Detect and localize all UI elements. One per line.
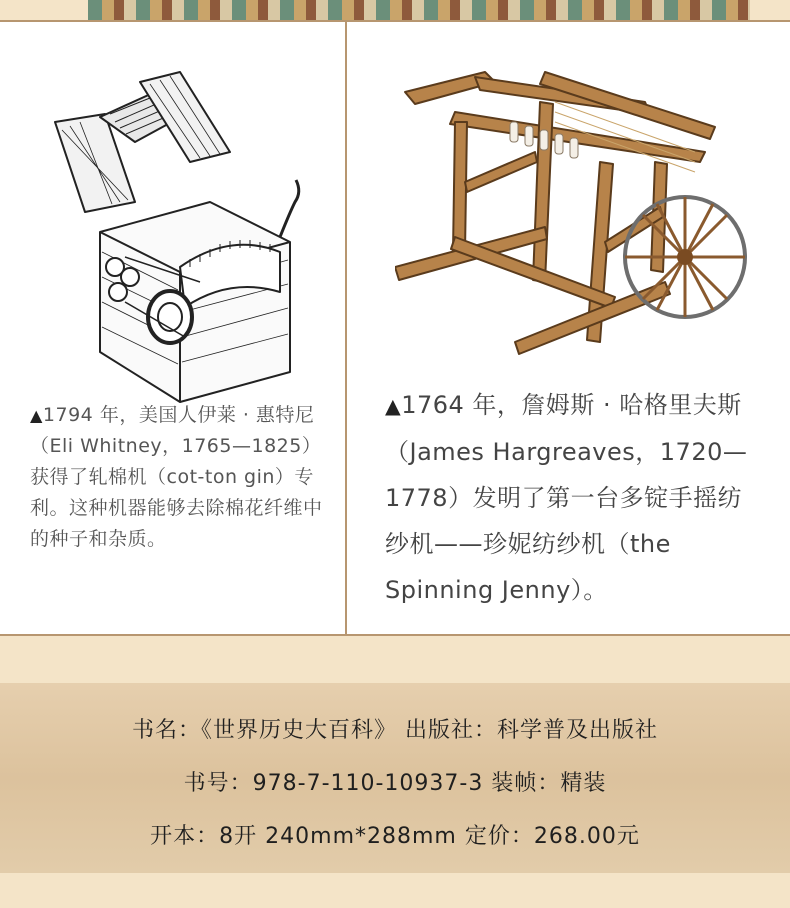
book-format-price: 开本：8开 240mm*288mm 定价：268.00元: [150, 824, 640, 849]
cotton-gin-illustration: [40, 52, 320, 412]
book-isbn-binding: 书号：978-7-110-10937-3 装帧：精装: [183, 771, 607, 796]
spinning-jenny-illustration: [395, 42, 755, 382]
cotton-gin-caption: [30, 400, 330, 555]
panel-divider: [345, 22, 347, 634]
book-info-band: [0, 683, 790, 873]
triangle-marker-icon: ▲: [385, 394, 402, 418]
caption-text: 1764 年，詹姆斯 · 哈格里夫斯（James Hargreaves，1720—1778）发明了第一台多锭手摇纺纱机——珍妮纺纱机（the Spinning Jenny）。: [385, 391, 748, 604]
spinning-jenny-caption: [385, 382, 760, 613]
triangle-marker-icon: ▲: [30, 406, 43, 425]
caption-text: 1794 年，美国人伊莱 · 惠特尼（Eli Whitney，1765—1825）获得了轧棉机（cot-ton gin）专利。这种机器能够去除棉花纤维中的种子和杂质。: [30, 404, 323, 550]
top-illustration-strip: [88, 0, 750, 20]
book-title-publisher: 书名：《世界历史大百科》 出版社：科学普及出版社: [132, 718, 658, 743]
illustration-panel: [0, 20, 790, 636]
